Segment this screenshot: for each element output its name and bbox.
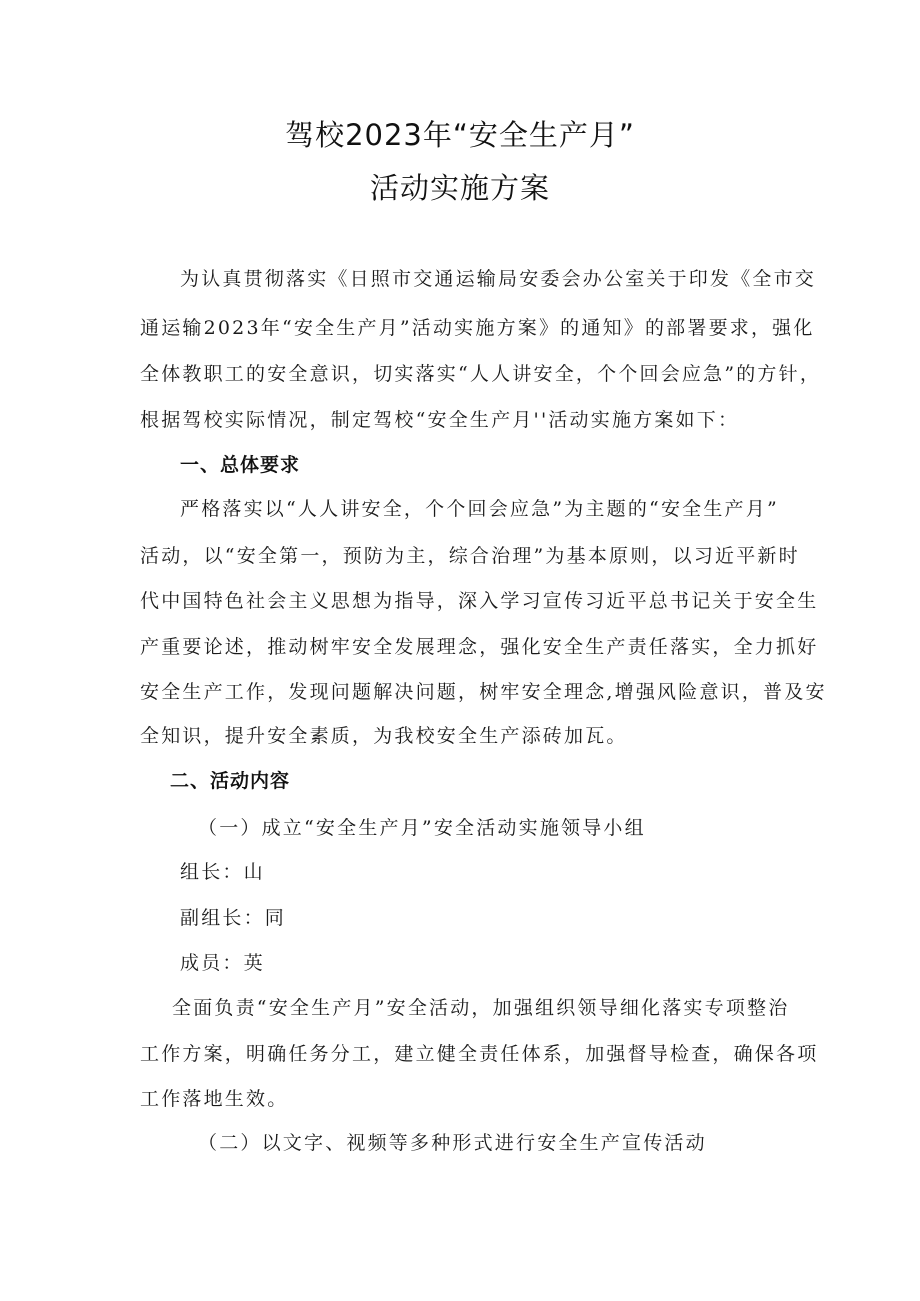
subsection-2-heading: （二）以文字、视频等多种形式进行安全生产宣传活动 [198, 1132, 707, 1154]
section-1-line-5: 安全生产工作，发现问题解决问题，树牢安全理念,增强风险意识，普及安 [140, 681, 827, 703]
section-1-line-1: 严格落实以“人人讲安全，个个回会应急”为主题的“安全生产月” [180, 498, 779, 520]
responsibility-line-2: 工作方案，明确任务分工，建立健全责任体系，加强督导检查，确保各项 [140, 1043, 819, 1065]
intro-line-3: 全体教职工的安全意识，切实落实“人人讲安全，个个回会应急”的方针， [140, 363, 822, 385]
group-members: 成员：英 [180, 952, 265, 974]
section-1-heading: 一、总体要求 [180, 454, 301, 476]
subsection-1-heading: （一）成立“安全生产月”安全活动实施领导小组 [198, 817, 646, 839]
document-title-line-1: 驾校2023年“安全生产月” [285, 118, 635, 152]
section-1-line-3: 代中国特色社会主义思想为指导，深入学习宣传习近平总书记关于安全生 [140, 590, 819, 612]
group-deputy-leader: 副组长：同 [180, 907, 287, 929]
intro-line-4: 根据驾校实际情况，制定驾校“安全生产月''活动实施方案如下： [140, 409, 740, 431]
group-leader: 组长：山 [180, 861, 265, 883]
responsibility-line-3: 工作落地生效。 [140, 1088, 289, 1110]
section-1-line-6: 全知识，提升安全素质，为我校安全生产添砖加瓦。 [140, 725, 628, 747]
section-1-line-4: 产重要论述，推动树牢安全发展理念，强化安全生产责任落实，全力抓好 [140, 636, 819, 658]
document-title-line-2: 活动实施方案 [369, 171, 550, 205]
section-1-line-2: 活动，以“安全第一，预防为主，综合治理”为基本原则，以习近平新时 [140, 545, 800, 567]
intro-line-2: 通运输2023年“安全生产月”活动实施方案》的通知》的部署要求，强化 [140, 317, 815, 339]
responsibility-line-1: 全面负责“安全生产月”安全活动，加强组织领导细化落实专项整治 [172, 997, 790, 1019]
intro-line-1: 为认真贯彻落实《日照市交通运输局安委会办公室关于印发《全市交 [180, 268, 817, 290]
section-2-heading: 二、活动内容 [170, 770, 291, 792]
